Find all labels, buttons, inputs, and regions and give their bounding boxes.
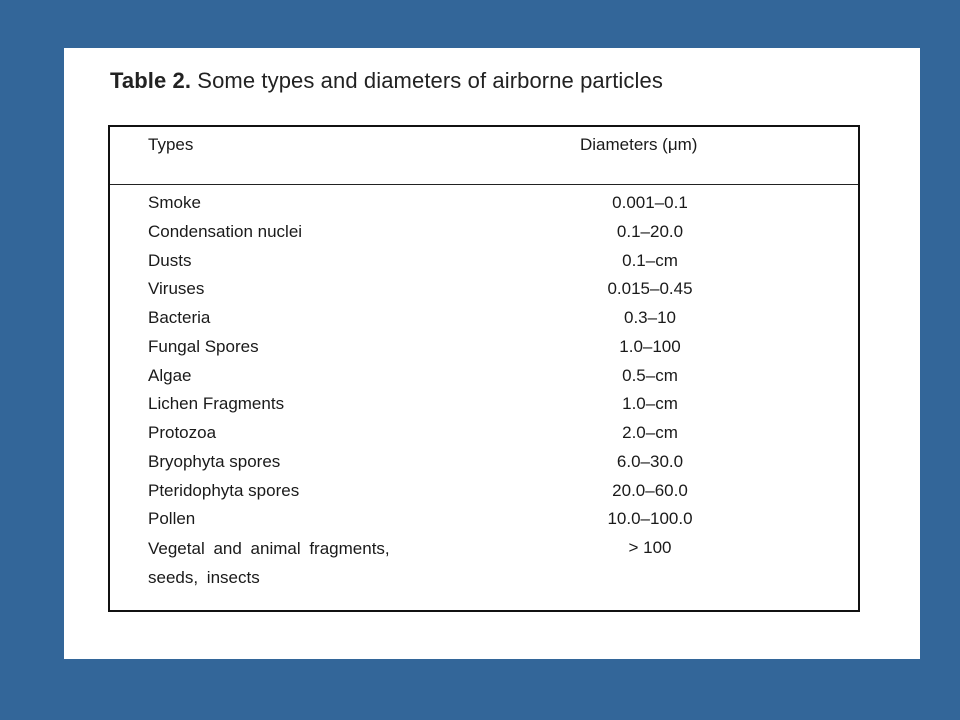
table-row bbox=[110, 452, 858, 481]
table-row bbox=[110, 366, 858, 395]
header-diameters: Diameters (μm) bbox=[580, 135, 698, 154]
table-row bbox=[110, 222, 858, 251]
type-cell: Smoke bbox=[148, 193, 201, 212]
content-panel bbox=[64, 48, 920, 659]
diameter-cell: 20.0–60.0 bbox=[612, 480, 688, 500]
table-caption bbox=[110, 68, 663, 94]
table-row bbox=[110, 481, 858, 510]
table-row bbox=[110, 193, 858, 222]
diameter-cell: 1.0–100 bbox=[619, 336, 681, 356]
diameter-cell: 2.0–cm bbox=[622, 423, 678, 442]
diameter-cell: 0.1–cm bbox=[622, 250, 678, 270]
type-cell: Condensation nuclei bbox=[148, 221, 303, 241]
table-row bbox=[110, 538, 858, 594]
type-cell: Pollen bbox=[148, 509, 196, 529]
header-types: Types bbox=[148, 135, 194, 154]
type-cell: Fungal Spores bbox=[148, 336, 259, 356]
table-row bbox=[110, 423, 858, 452]
table-row bbox=[110, 251, 858, 280]
diameter-cell: 0.001–0.1 bbox=[612, 193, 688, 212]
diameter-cell: 1.0–cm bbox=[622, 394, 678, 414]
type-cell: Dusts bbox=[148, 250, 192, 270]
diameter-cell: 0.1–20.0 bbox=[616, 221, 684, 241]
diameter-cell: > 100 bbox=[628, 538, 672, 557]
type-cell: Lichen Fragments bbox=[148, 394, 285, 414]
table-body bbox=[110, 193, 858, 594]
diameter-cell: 10.0–100.0 bbox=[607, 509, 693, 529]
table-header-row bbox=[110, 127, 858, 185]
diameter-cell: 0.5–cm bbox=[622, 365, 678, 385]
type-cell: Pteridophyta spores bbox=[148, 480, 300, 500]
type-cell: Bacteria bbox=[148, 308, 211, 327]
type-cell: Vegetal and animal fragments, seeds, insects bbox=[148, 539, 390, 587]
diameter-cell: 0.3–10 bbox=[624, 308, 676, 327]
type-cell: Protozoa bbox=[148, 423, 217, 442]
table-row bbox=[110, 337, 858, 366]
type-cell: Algae bbox=[148, 365, 192, 385]
caption-label: Table 2. bbox=[110, 68, 192, 93]
table-row bbox=[110, 308, 858, 337]
caption-text: Some types and diameters of airborne particles bbox=[191, 68, 663, 93]
particles-table bbox=[108, 125, 860, 612]
diameter-cell: 6.0–30.0 bbox=[616, 451, 684, 471]
type-cell: Bryophyta spores bbox=[148, 451, 281, 471]
type-cell: Viruses bbox=[148, 279, 205, 299]
diameter-cell: 0.015–0.45 bbox=[607, 279, 693, 299]
table-row bbox=[110, 394, 858, 423]
table-row bbox=[110, 279, 858, 308]
